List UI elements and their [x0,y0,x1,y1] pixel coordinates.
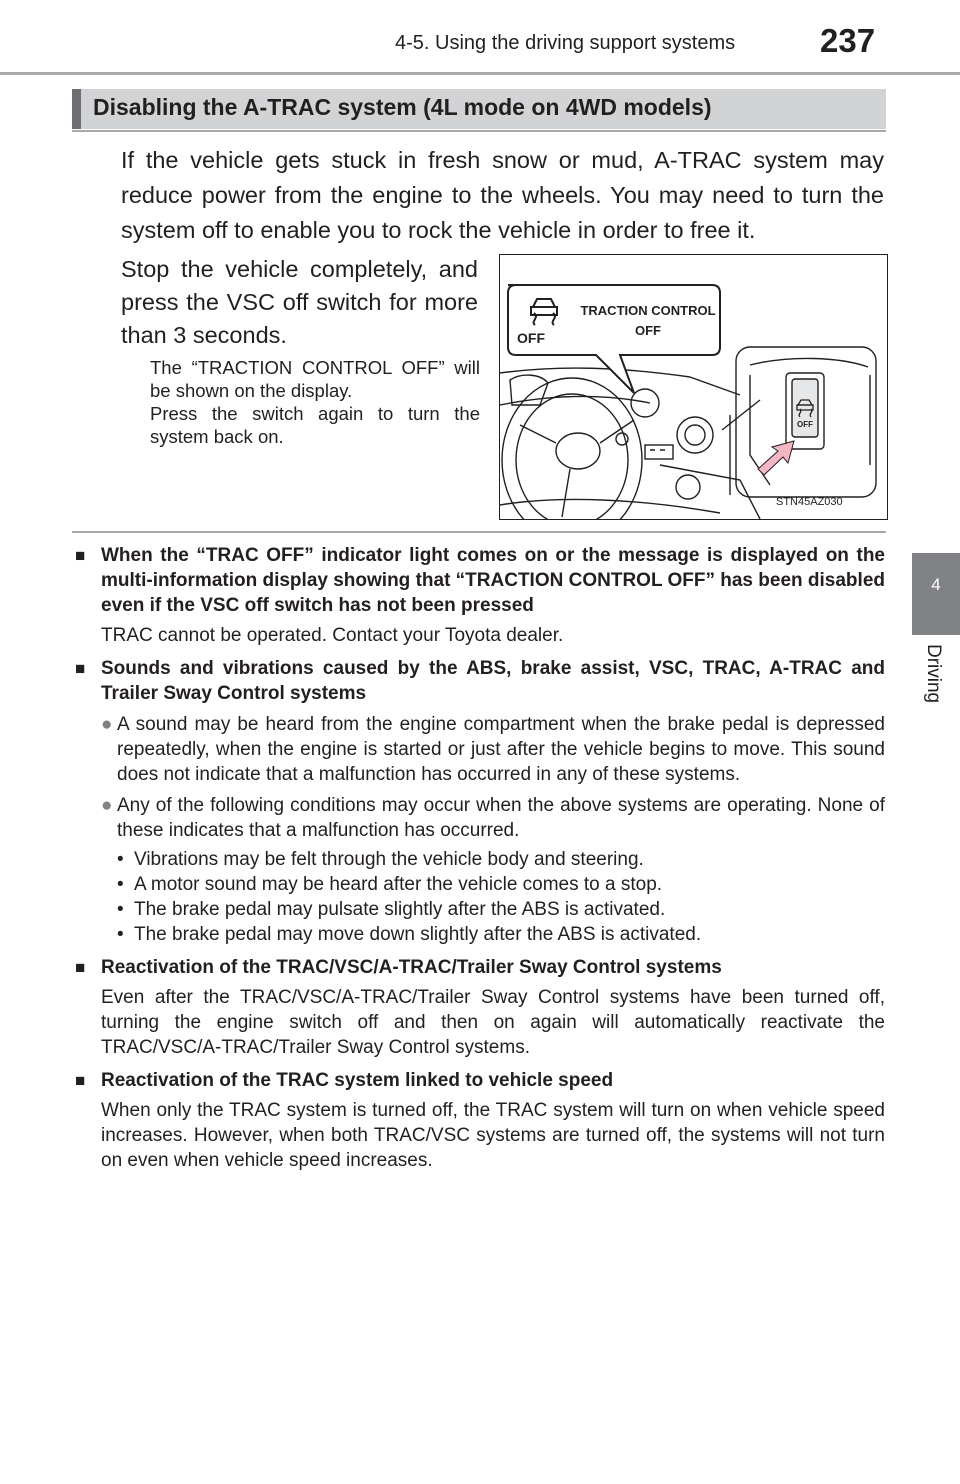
dashboard-illustration [499,254,888,520]
chapter-label-wrap [918,640,954,730]
dot-bullet-icon: • [117,924,124,945]
note-body: Even after the TRAC/VSC/A-TRAC/Trailer Sway Control systems have been turned off, turning the engine switch off and then on again will automatically reactivate the TRAC/VSC/A-TRAC/Trailer Sway Control systems. [101,987,885,1058]
section-heading-accent [72,89,81,129]
step-note [150,356,480,448]
step-instruction: Stop the vehicle completely, and press the VSC off switch for more than 3 seconds. [121,256,478,348]
notes-divider [72,531,886,533]
callout-icon-label: OFF [517,330,545,346]
square-bullet-icon: ■ [75,659,86,678]
sub-list-item [117,922,885,947]
figure-code: STN45AZ030 [776,496,843,508]
chapter-label: Driving [923,644,944,704]
note-bullet-text: A sound may be heard from the engine compartment when the brake pedal is depressed repeatedly, when the engine is started or just after the vehicle begins to move. This sound does not indicate that a malfunction has occurred in any of these systems. [117,714,885,785]
dot-bullet-icon: • [117,899,124,920]
sub-list-item [117,872,885,897]
intro-paragraph: If the vehicle gets stuck in fresh snow or mud, A-TRAC system may reduce power from the engine to the wheels. You may need to turn the system off to enable you to rock the vehicle in order to free it. [121,147,884,243]
circle-bullet-icon: ● [101,714,113,735]
sub-list [75,847,885,947]
note-bullet-text: Any of the following conditions may occur when the above systems are operating. None of these indicates that a malfunction has occurred. [117,795,885,841]
circle-bullet-icon: ● [101,795,113,816]
note-heading-text: Reactivation of the TRAC/VSC/A-TRAC/Trailer Sway Control systems [101,957,722,978]
sub-list-text: The brake pedal may pulsate slightly after the ABS is activated. [134,899,666,920]
note-heading [75,543,885,618]
note-heading [75,1068,885,1093]
note-heading [75,955,885,980]
chapter-number: 4 [931,575,941,594]
running-header-title: 4-5. Using the driving support systems [395,32,736,54]
note-body: When only the TRAC system is turned off, the TRAC system will turn on when vehicle speed increases. However, when both TRAC/VSC systems are turned off, the systems will not turn on even when vehicle speed increases. [101,1100,885,1171]
dashboard-drawing [500,255,887,519]
page-number: 237 [820,22,876,59]
step-note-line-1: The “TRACTION CONTROL OFF” will be shown on the display. [150,357,480,401]
section-heading-rule [72,130,886,132]
note-heading [75,656,885,706]
note-body: TRAC cannot be operated. Contact your Toyota dealer. [101,625,564,646]
dot-bullet-icon: • [117,874,124,895]
switch-off-label: OFF [797,420,813,429]
square-bullet-icon: ■ [75,958,86,977]
square-bullet-icon: ■ [75,1071,86,1090]
dot-bullet-icon: • [117,849,124,870]
square-bullet-icon: ■ [75,546,86,565]
note-heading-text: Sounds and vibrations caused by the ABS, brake assist, VSC, TRAC, A-TRAC and Trailer Sway Control systems [101,658,885,704]
section-heading: Disabling the A-TRAC system (4L mode on 4WD models) [93,94,712,120]
note-heading-text: Reactivation of the TRAC system linked to vehicle speed [101,1070,614,1091]
sub-list-text: A motor sound may be heard after the vehicle comes to a stop. [134,874,663,895]
note-heading-text: When the “TRAC OFF” indicator light comes on or the message is displayed on the multi-information display showing that “TRACTION CONTROL OFF” has been disabled even if the VSC off switch has not been pressed [101,545,885,616]
callout-text-line-2: OFF [635,323,661,338]
note-bullet [75,712,885,787]
notes-section [75,543,885,1173]
section-heading-bar [72,89,886,129]
sub-list-item [117,847,885,872]
sub-list-text: The brake pedal may move down slightly after the ABS is activated. [134,924,702,945]
header-rule [0,72,960,75]
note-bullet [75,793,885,843]
sub-list-text: Vibrations may be felt through the vehicle body and steering. [134,849,644,870]
sub-list-item [117,897,885,922]
step-note-line-2: Press the switch again to turn the system back on. [150,403,480,447]
callout-text-line-1: TRACTION CONTROL [580,303,716,318]
